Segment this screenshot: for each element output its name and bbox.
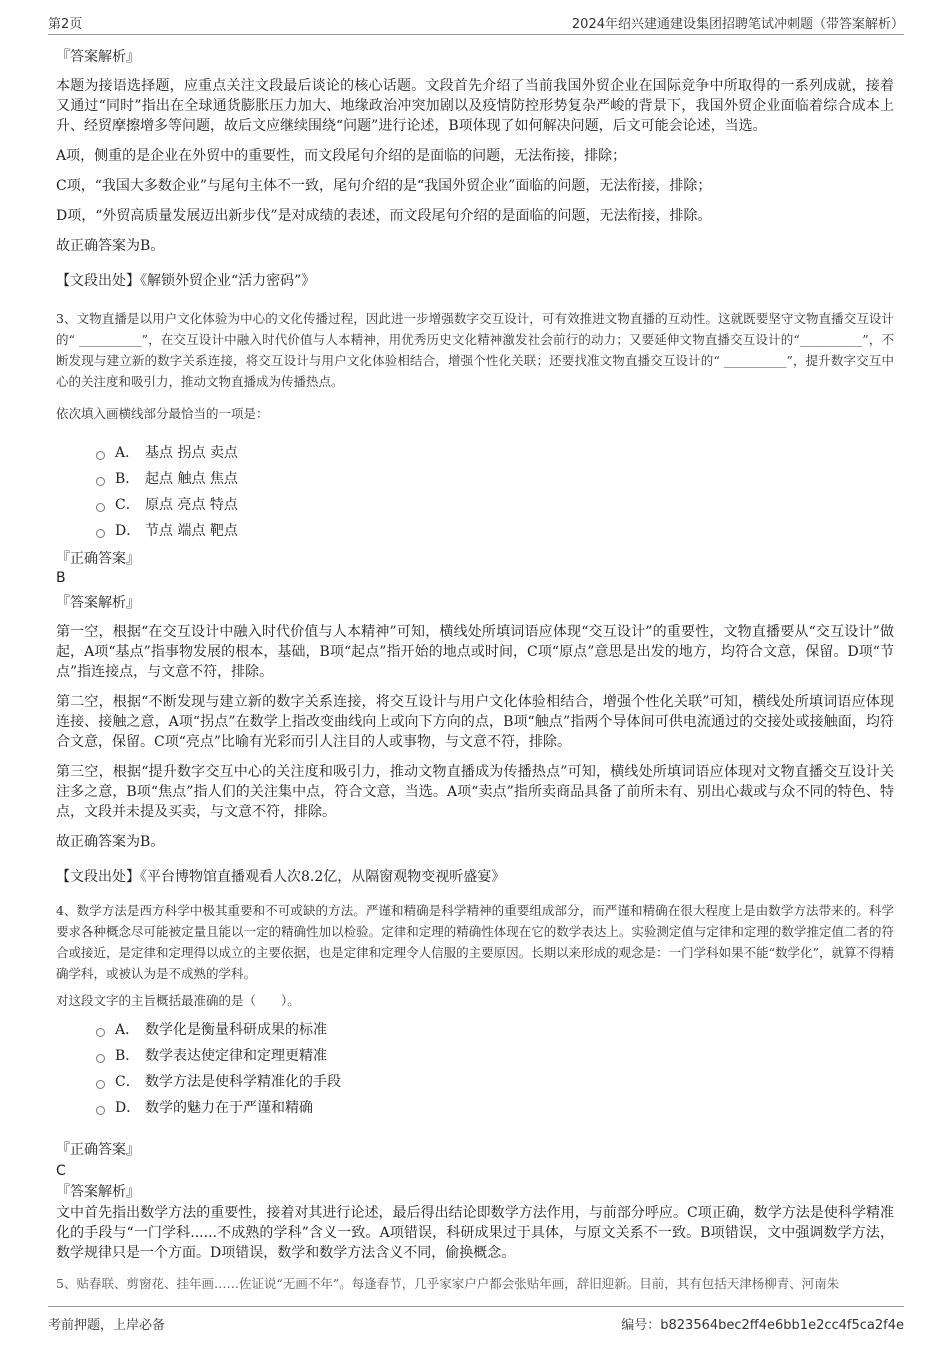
radio-icon[interactable] xyxy=(96,451,105,460)
source-citation: 【文段出处】《解锁外贸企业“活力密码”》 xyxy=(56,273,316,289)
option-b[interactable] xyxy=(96,1043,894,1069)
option-text: 数学的魅力在于严谨和精确 xyxy=(145,1100,313,1116)
option-b[interactable] xyxy=(96,466,894,492)
option-a[interactable] xyxy=(96,440,894,466)
radio-icon[interactable] xyxy=(96,1106,105,1115)
analysis-paragraph: A项，侧重的是企业在外贸中的重要性，而文段尾句介绍的是面临的问题，无法衔接，排除； xyxy=(56,148,627,164)
analysis-paragraph: 第三空，根据“提升数字交互中心的关注度和吸引力，推动文物直播成为传播热点”可知，横线处所填词语应体现对文物直播交互设计关注多之意，B项“焦点”指人们的关注集中点，符合文意，当选。A项“卖点”指所卖商品具备了前所未有、别出心裁或与众不同的特色、特点，文段并未提及买卖，与文意不符，排除。 xyxy=(56,764,894,820)
analysis-paragraph: D项，“外贸高质量发展迈出新步伐”是对成绩的表述，而文段尾句介绍的是面临的问题，无法衔接，排除。 xyxy=(56,208,712,224)
analysis-paragraph: 第二空，根据“不断发现与建立新的数字关系连接，将交互设计与用户文化体验相结合，增强个性化关联”可知，横线处所填词语应体现连接、接触之意，A项“拐点”在数学上指改变曲线向上或向下方向的点，B项“触点”指两个导体间可供电流通过的交接处或接触面，均符合文意，保留。C项“亮点”比喻有光彩而引人注目的人或事物，与文意不符，排除。 xyxy=(56,694,894,750)
option-key: C． xyxy=(115,1074,140,1090)
analysis-paragraph: 故正确答案为B。 xyxy=(56,238,165,254)
question-text: 4、数学方法是西方科学中极其重要和不可或缺的方法。严谨和精确是科学精神的重要组成部分，而严谨和精确在很大程度上是由数学方法带来的。科学要求各种概念尽可能被定量且能以一定的精确性加以检验。定律和定理的精确性体现在它的数学表达上。实验测定值与定律和定理的数学推定值二者的符合或接近，是定律和定理得以成立的主要依据，也是定律和定理令人信服的主要原因。长期以来形成的观念是：一门学科如果不能“数学化”，就算不得精确学科，或被认为是不成熟的学科。 xyxy=(56,903,894,981)
analysis-label: 『答案解析』 xyxy=(56,595,140,611)
radio-icon[interactable] xyxy=(96,1028,105,1037)
option-d[interactable] xyxy=(96,1095,894,1121)
correct-answer-label: 『正确答案』 xyxy=(56,1142,140,1158)
document-title: 2024年绍兴建通建设集团招聘笔试冲刺题（带答案解析） xyxy=(571,17,904,32)
correct-answer: C xyxy=(56,1163,66,1179)
option-text: 基点 拐点 卖点 xyxy=(145,445,238,461)
analysis-label: 『答案解析』 xyxy=(56,1184,140,1200)
analysis-paragraph: C项，“我国大多数企业”与尾句主体不一致，尾句介绍的是“我国外贸企业”面临的问题，无法衔接，排除； xyxy=(56,178,712,194)
option-d[interactable] xyxy=(96,518,894,544)
analysis-paragraph: 本题为接语选择题，应重点关注文段最后谈论的核心话题。文段首先介绍了当前我国外贸企业在国际竞争中所取得的一系列成就，接着又通过“同时”指出在全球通货膨胀压力加大、地缘政治冲突加剧以及疫情防控形势复杂严峻的背景下，我国外贸企业面临着综合成本上升、经贸摩擦增多等问题，故后文应继续围绕“问题”进行论述，B项体现了如何解决问题，后文可能会论述，当选。 xyxy=(56,78,894,134)
option-text: 数学表达使定律和定理更精准 xyxy=(145,1048,327,1064)
q2-analysis xyxy=(56,46,894,290)
page-footer xyxy=(48,1306,904,1333)
radio-icon[interactable] xyxy=(96,1054,105,1063)
correct-answer: B xyxy=(56,570,66,586)
correct-answer-label: 『正确答案』 xyxy=(56,551,140,567)
option-key: B． xyxy=(115,1048,140,1064)
option-key: A． xyxy=(115,1022,140,1038)
options-list xyxy=(96,1017,894,1121)
option-key: D． xyxy=(115,1100,141,1116)
question-5-cut: 5、贴春联、剪窗花、挂年画……佐证说“无画不年”。每逢春节，几乎家家户户都会张贴年画，辞旧迎新。目前，其有包括天津杨柳青、河南朱 xyxy=(56,1276,840,1291)
page-number: 第2页 xyxy=(48,17,83,32)
radio-icon[interactable] xyxy=(96,1080,105,1089)
radio-icon[interactable] xyxy=(96,529,105,538)
question-4 xyxy=(56,900,894,1263)
option-text: 节点 端点 靶点 xyxy=(145,523,238,539)
option-key: B． xyxy=(115,471,140,487)
question-stem: 依次填入画横线部分最恰当的一项是： xyxy=(56,406,269,421)
radio-icon[interactable] xyxy=(96,503,105,512)
page-content xyxy=(56,40,894,1298)
radio-icon[interactable] xyxy=(96,477,105,486)
source-citation: 【文段出处】《平台博物馆直播观看人次8.2亿，从隔窗观物变视听盛宴》 xyxy=(56,869,506,885)
analysis-paragraph: 文中首先指出数学方法的重要性，接着对其进行论述，最后得出结论即数学方法作用，与前部分呼应。C项正确，数学方法是使科学精准化的手段与“一门学科......不成熟的学科”含义一致。A项错误，科研成果过于具体，与原文关系不一致。B项错误，文中强调数学方法，数学规律只是一个方面。D项错误，数学和数学方法含义不同，偷换概念。 xyxy=(56,1205,894,1261)
analysis-paragraph: 第一空，根据“在交互设计中融入时代价值与人本精神”可知，横线处所填词语应体现“交互设计”的重要性，文物直播要从“交互设计”做起，A项“基点”指事物发展的根本，基础，B项“起点”指开始的地点或时间，C项“原点”意思是出发的地方，均符合文意，保留。D项“节点”指连接点，与文意不符，排除。 xyxy=(56,624,894,680)
analysis-label: 『答案解析』 xyxy=(56,49,140,65)
analysis-paragraph: 故正确答案为B。 xyxy=(56,834,165,850)
footer-slogan: 考前押题，上岸必备 xyxy=(48,1318,166,1333)
option-key: C． xyxy=(115,497,140,513)
option-text: 起点 触点 焦点 xyxy=(145,471,238,487)
options-list xyxy=(96,440,894,544)
option-c[interactable] xyxy=(96,1069,894,1095)
page-header xyxy=(48,10,904,35)
question-text: 3、文物直播是以用户文化体验为中心的文化传播过程，因此进一步增强数字交互设计，可有效推进文物直播的互动性。这就既要坚守文物直播交互设计的“ __________”，在交互设计中融入时代价值与人本精神，用优秀历史文化精神激发社会前行的动力；又要延伸文物直播交互设计的“__________”，不断发现与建立新的数字关系连接，将交互设计与用户文化体验相结合，增强个性化关联；还要找准文物直播交互设计的“ __________”，提升数字交互中心的关注度和吸引力，推动文物直播成为传播热点。 xyxy=(56,311,894,389)
question-3 xyxy=(56,308,894,886)
document-code: 编号：b823564bec2ff4e6bb1e2cc4f5ca2f4e xyxy=(621,1318,904,1333)
option-text: 原点 亮点 特点 xyxy=(145,497,238,513)
option-text: 数学方法是使科学精准化的手段 xyxy=(145,1074,341,1090)
option-c[interactable] xyxy=(96,492,894,518)
option-key: A． xyxy=(115,445,140,461)
question-stem: 对这段文字的主旨概括最准确的是（ ）。 xyxy=(56,993,300,1008)
option-key: D． xyxy=(115,523,141,539)
option-text: 数学化是衡量科研成果的标准 xyxy=(145,1022,327,1038)
option-a[interactable] xyxy=(96,1017,894,1043)
